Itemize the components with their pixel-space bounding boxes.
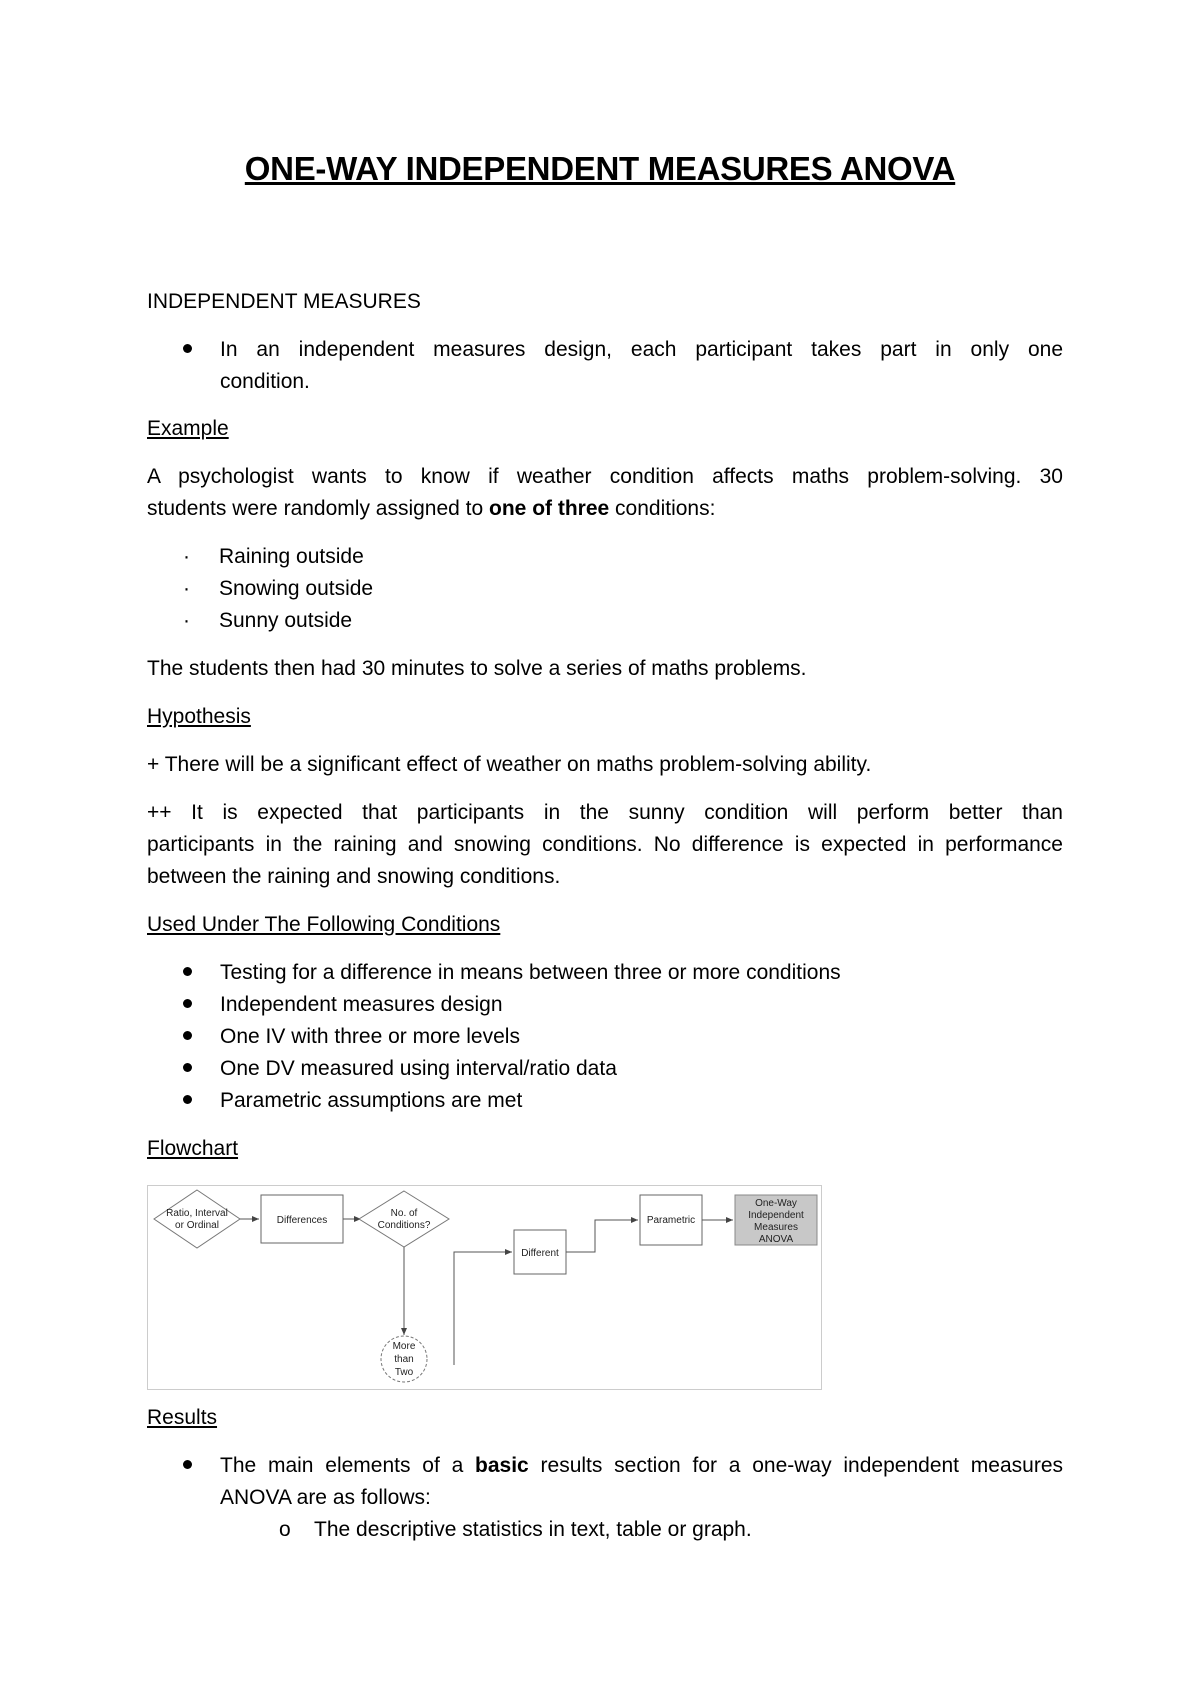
page-title: ONE-WAY INDEPENDENT MEASURES ANOVA [244,150,956,187]
results-bullet-text [220,1450,1063,1514]
hypothesis-2-line-3: between the raining and snowing conditions. [147,865,561,888]
hypothesis-2-line-2: participants in the raining and snowing conditions. No difference is expected in performance [147,833,1063,856]
example-text-pre: students were randomly assigned to [147,497,490,520]
example-text-post: conditions: [609,497,716,520]
intro-line-1: In an independent measures design, each participant takes part in only one [220,338,1063,361]
hypothesis-1: + There will be a significant effect of weather on maths problem-solving ability. [147,753,872,776]
results-text-post: results section for a one-way independent measures [528,1454,1063,1477]
bullet-dot-icon [183,1450,192,1482]
example-text-bold: one of three [489,497,610,520]
results-line-1 [220,1450,1063,1482]
node-result-label-3: Measures [754,1222,798,1233]
node-data-type-label-1: Ratio, Interval [166,1208,228,1219]
condition-item: Sunny outside [219,609,353,632]
example-closing: The students then had 30 minutes to solve a series of maths problems. [147,657,807,680]
results-sub-item: The descriptive statistics in text, table or graph. [314,1518,752,1541]
node-data-type-diamond [154,1190,240,1248]
bullet-dot-icon [183,989,192,1021]
bullet-dot-icon [183,1053,192,1085]
node-result-label-4: ANOVA [758,1234,794,1245]
condition-text: Parametric assumptions are met [220,1089,523,1112]
node-conditions-label-2: Conditions? [377,1220,431,1231]
bullet-dot-icon [183,957,192,989]
node-parametric-label: Parametric [646,1215,696,1226]
bullet-dot-icon [183,1085,192,1117]
conditions-heading: Used Under The Following Conditions [147,913,501,936]
list-item [147,1450,1063,1514]
condition-text: Testing for a difference in means between three or more conditions [220,961,841,984]
hypothesis-heading: Hypothesis [147,705,251,728]
node-data-type-label-2: or Ordinal [175,1220,219,1231]
flowchart-heading: Flowchart [147,1137,239,1160]
results-text-bold: basic [475,1454,529,1477]
node-conditions-diamond [359,1191,449,1247]
results-text-pre: The main elements of a [220,1454,476,1477]
node-different-label: Different [521,1248,559,1259]
results-line-2: ANOVA are as follows: [220,1486,431,1509]
node-result-label-1: One-Way [755,1198,797,1209]
intro-bullet-text [220,334,1063,398]
example-heading: Example [147,417,229,440]
hypothesis-2-line-1: ++ It is expected that participants in the sunny condition will perform better than [147,801,1063,824]
list-item [147,334,1063,398]
intro-line-2: condition. [220,370,310,393]
circle-bullet-icon: o [279,1518,291,1541]
condition-text: One IV with three or more levels [220,1025,520,1048]
condition-item: Raining outside [219,545,364,568]
arrow-5 [566,1220,638,1252]
condition-text: One DV measured using interval/ratio data [220,1057,617,1080]
node-more-than-two-label-2: than [394,1354,414,1365]
bullet-dot-icon [183,334,192,366]
node-conditions-label-1: No. of [390,1208,418,1219]
arrow-4 [454,1252,512,1365]
flowchart-diagram [147,1185,822,1390]
bullet-dot-icon [183,1021,192,1053]
example-para-line-1: A psychologist wants to know if weather condition affects maths problem-solving. 30 [147,465,1063,488]
section-heading: INDEPENDENT MEASURES [147,290,421,313]
node-more-than-two-label-1: More [392,1341,416,1352]
example-para-line-2 [147,493,1063,525]
condition-text: Independent measures design [220,993,503,1016]
results-heading: Results [147,1406,218,1429]
node-more-than-two-label-3: Two [394,1367,414,1378]
condition-item: Snowing outside [219,577,374,600]
node-differences-label: Differences [276,1215,328,1226]
middle-dot-icon: · [183,609,190,632]
middle-dot-icon: · [183,545,190,568]
flowchart-frame [148,1186,822,1390]
middle-dot-icon: · [183,577,190,600]
node-result-label-2: Independent [748,1210,804,1221]
